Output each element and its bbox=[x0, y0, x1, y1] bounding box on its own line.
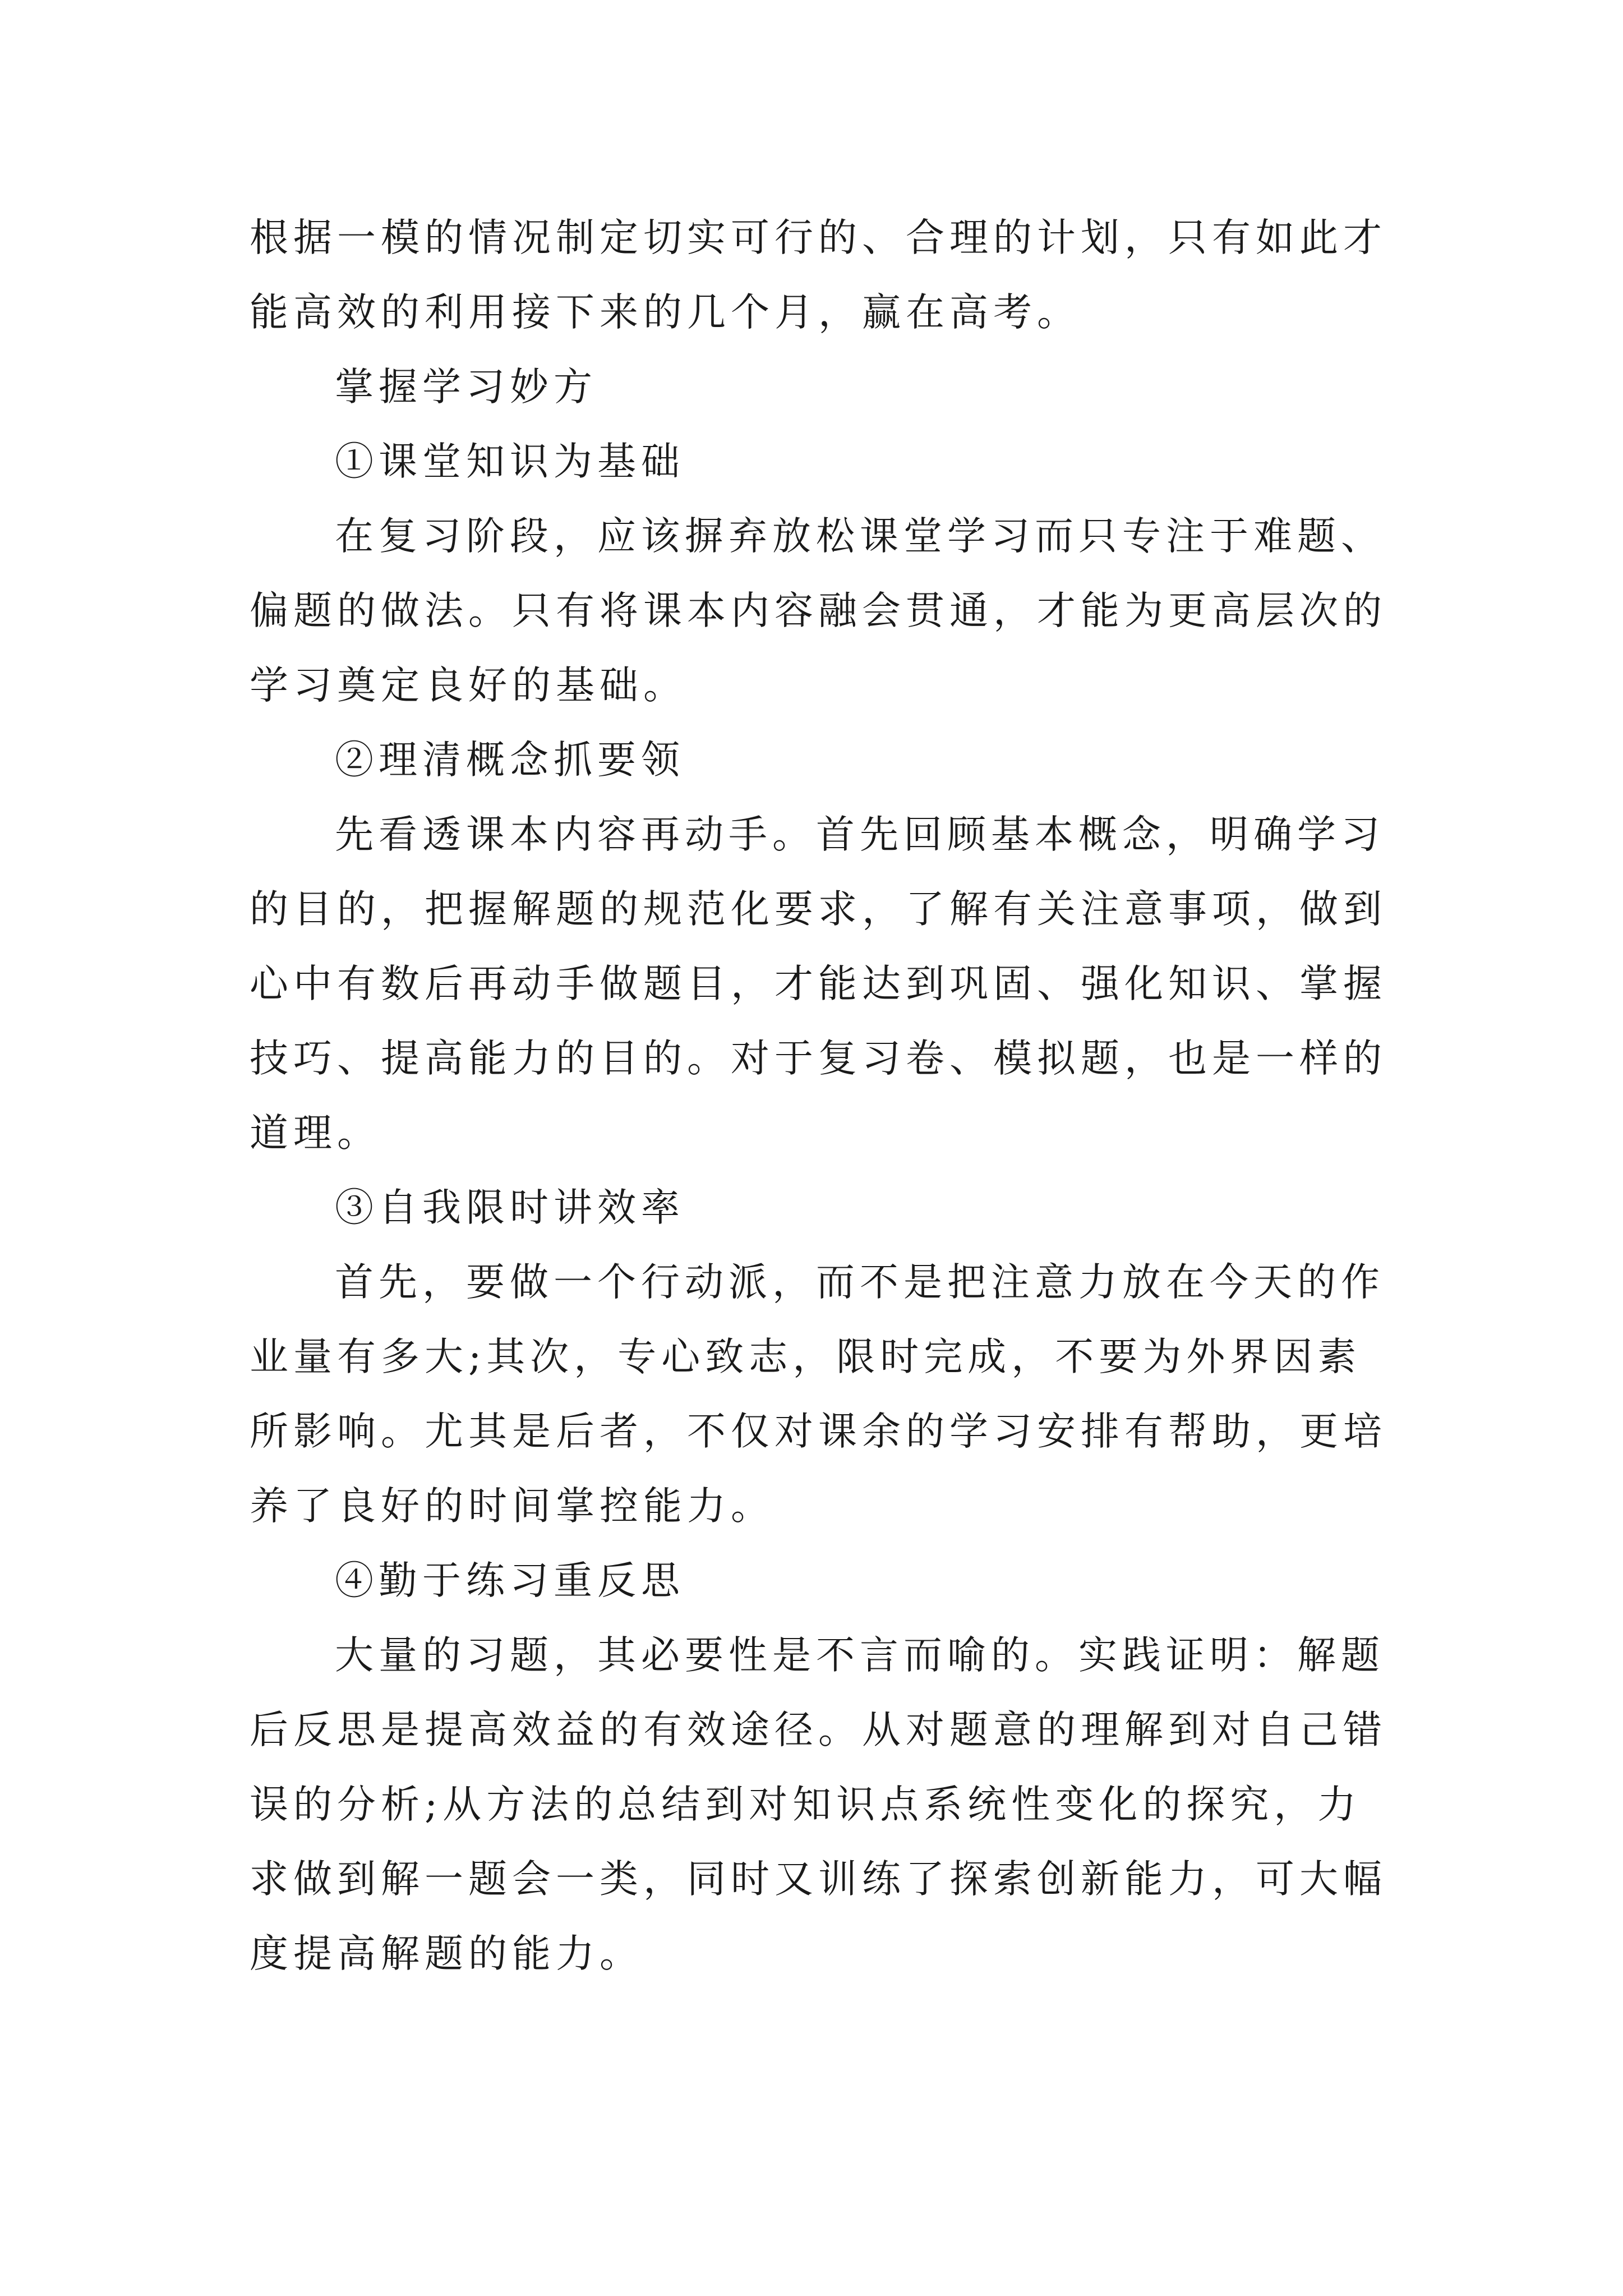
paragraph-line: 的目的，把握解题的规范化要求，了解有关注意事项，做到 bbox=[250, 887, 1387, 932]
paragraph-line: 首先，要做一个行动派，而不是把注意力放在今天的作 bbox=[335, 1260, 1385, 1305]
paragraph-line: 度提高解题的能力。 bbox=[250, 1931, 643, 1976]
paragraph-line: 误的分析;从方法的总结到对知识点系统性变化的探究，力 bbox=[250, 1782, 1362, 1827]
paragraph-line: 在复习阶段，应该摒弃放松课堂学习而只专注于难题、 bbox=[335, 514, 1385, 559]
subheading-3: ③自我限时讲效率 bbox=[335, 1185, 685, 1230]
paragraph-line: 技巧、提高能力的目的。对于复习卷、模拟题，也是一样的 bbox=[250, 1036, 1387, 1081]
paragraph-line: 养了良好的时间掌控能力。 bbox=[250, 1484, 774, 1529]
paragraph-line: 心中有数后再动手做题目，才能达到巩固、强化知识、掌握 bbox=[250, 961, 1387, 1006]
paragraph-line: 所影响。尤其是后者，不仅对课余的学习安排有帮助，更培 bbox=[250, 1409, 1387, 1454]
subheading-2: ②理清概念抓要领 bbox=[335, 738, 685, 783]
paragraph-line: 先看透课本内容再动手。首先回顾基本概念，明确学习 bbox=[335, 812, 1385, 857]
section-heading: 掌握学习妙方 bbox=[335, 365, 597, 409]
subheading-1: ①课堂知识为基础 bbox=[335, 439, 685, 484]
paragraph-line: 道理。 bbox=[250, 1111, 381, 1156]
document-body bbox=[250, 201, 1388, 1991]
paragraph-line: 求做到解一题会一类，同时又训练了探索创新能力，可大幅 bbox=[250, 1857, 1387, 1902]
paragraph-line: 根据一模的情况制定切实可行的、合理的计划，只有如此才 bbox=[250, 215, 1387, 260]
paragraph-line: 业量有多大;其次，专心致志，限时完成，不要为外界因素 bbox=[250, 1335, 1362, 1379]
paragraph-line: 大量的习题，其必要性是不言而喻的。实践证明：解题 bbox=[335, 1633, 1385, 1678]
paragraph-line: 偏题的做法。只有将课本内容融会贯通，才能为更高层次的 bbox=[250, 588, 1387, 633]
paragraph-line: 学习奠定良好的基础。 bbox=[250, 663, 687, 708]
paragraph-line: 后反思是提高效益的有效途径。从对题意的理解到对自己错 bbox=[250, 1708, 1387, 1752]
subheading-4: ④勤于练习重反思 bbox=[335, 1558, 685, 1603]
paragraph-line: 能高效的利用接下来的几个月，赢在高考。 bbox=[250, 290, 1081, 335]
